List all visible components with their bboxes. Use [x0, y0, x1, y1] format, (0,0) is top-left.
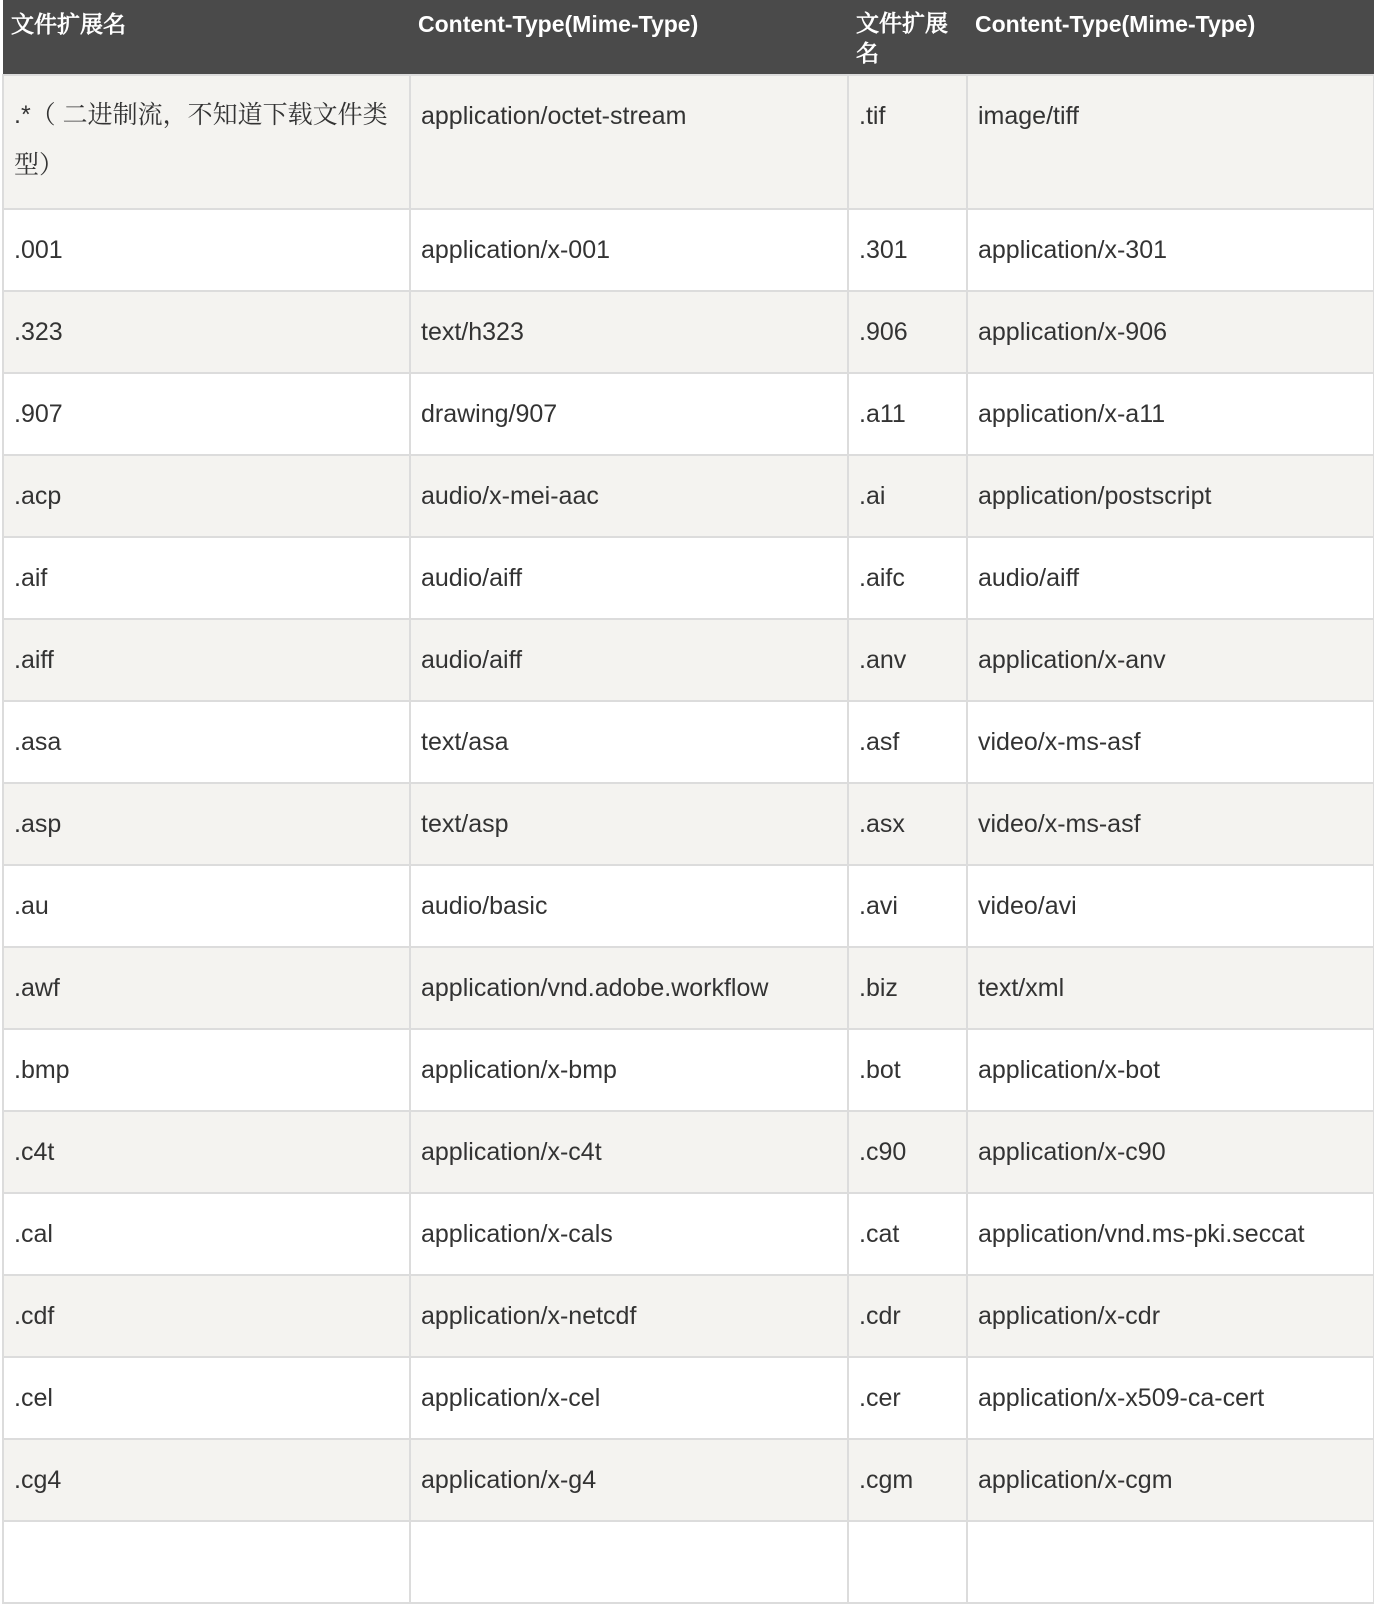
cell-extension — [848, 1521, 967, 1603]
cell-extension: .c90 — [848, 1111, 967, 1193]
cell-extension: .biz — [848, 947, 967, 1029]
cell-extension: .bot — [848, 1029, 967, 1111]
table-row — [3, 783, 1374, 865]
table-row — [3, 1193, 1374, 1275]
table-row — [3, 455, 1374, 537]
cell-content-type: application/x-anv — [967, 619, 1374, 701]
table-row — [3, 947, 1374, 1029]
cell-content-type: application/x-001 — [410, 209, 848, 291]
cell-extension: .asx — [848, 783, 967, 865]
cell-content-type: text/h323 — [410, 291, 848, 373]
cell-content-type: application/postscript — [967, 455, 1374, 537]
cell-extension: .avi — [848, 865, 967, 947]
cell-content-type: audio/aiff — [410, 537, 848, 619]
cell-content-type: application/x-bmp — [410, 1029, 848, 1111]
cell-extension: .a11 — [848, 373, 967, 455]
cell-content-type: application/x-c90 — [967, 1111, 1374, 1193]
table-row — [3, 701, 1374, 783]
cell-extension: .bmp — [3, 1029, 410, 1111]
cell-extension: .c4t — [3, 1111, 410, 1193]
table-row — [3, 209, 1374, 291]
cell-content-type: drawing/907 — [410, 373, 848, 455]
cell-content-type: application/vnd.adobe.workflow — [410, 947, 848, 1029]
cell-extension: .001 — [3, 209, 410, 291]
cell-content-type: application/x-cdr — [967, 1275, 1374, 1357]
header-extension-1: 文件扩展名 — [3, 0, 410, 75]
cell-extension: .cal — [3, 1193, 410, 1275]
cell-extension: .cgm — [848, 1439, 967, 1521]
cell-content-type: application/x-cals — [410, 1193, 848, 1275]
cell-content-type: text/asp — [410, 783, 848, 865]
cell-content-type: application/vnd.ms-pki.seccat — [967, 1193, 1374, 1275]
cell-content-type: application/x-bot — [967, 1029, 1374, 1111]
cell-extension: .907 — [3, 373, 410, 455]
cell-content-type: text/asa — [410, 701, 848, 783]
cell-extension: .asp — [3, 783, 410, 865]
cell-extension: .asf — [848, 701, 967, 783]
cell-content-type: application/x-906 — [967, 291, 1374, 373]
mime-type-table — [2, 0, 1374, 1604]
cell-extension: .awf — [3, 947, 410, 1029]
cell-extension: .*（ 二进制流，不知道下载文件类型） — [3, 75, 410, 209]
cell-content-type: application/x-cgm — [967, 1439, 1374, 1521]
cell-content-type: audio/x-mei-aac — [410, 455, 848, 537]
cell-extension: .aifc — [848, 537, 967, 619]
cell-extension: .tif — [848, 75, 967, 209]
cell-content-type: video/x-ms-asf — [967, 701, 1374, 783]
cell-content-type: audio/basic — [410, 865, 848, 947]
table-row — [3, 1275, 1374, 1357]
header-content-type-2: Content-Type(Mime-Type) — [967, 0, 1374, 75]
cell-extension: .asa — [3, 701, 410, 783]
cell-content-type: video/avi — [967, 865, 1374, 947]
cell-extension: .ai — [848, 455, 967, 537]
cell-content-type: application/x-x509-ca-cert — [967, 1357, 1374, 1439]
table-row — [3, 1111, 1374, 1193]
cell-extension: .cdr — [848, 1275, 967, 1357]
cell-extension: .aiff — [3, 619, 410, 701]
table-header — [3, 0, 1374, 75]
table-row — [3, 1357, 1374, 1439]
cell-extension: .cg4 — [3, 1439, 410, 1521]
table-row — [3, 865, 1374, 947]
cell-extension: .301 — [848, 209, 967, 291]
table-row — [3, 1029, 1374, 1111]
cell-content-type — [967, 1521, 1374, 1603]
table-row — [3, 75, 1374, 209]
header-extension-2: 文件扩展名 — [848, 0, 967, 75]
cell-content-type: text/xml — [967, 947, 1374, 1029]
cell-content-type: audio/aiff — [967, 537, 1374, 619]
table-row — [3, 537, 1374, 619]
cell-extension — [3, 1521, 410, 1603]
cell-content-type: application/x-a11 — [967, 373, 1374, 455]
cell-content-type — [410, 1521, 848, 1603]
cell-extension: .anv — [848, 619, 967, 701]
cell-extension: .cer — [848, 1357, 967, 1439]
cell-content-type: video/x-ms-asf — [967, 783, 1374, 865]
cell-extension: .cat — [848, 1193, 967, 1275]
header-row — [3, 0, 1374, 75]
table-row — [3, 1439, 1374, 1521]
table-row — [3, 1521, 1374, 1603]
cell-extension: .cdf — [3, 1275, 410, 1357]
cell-extension: .906 — [848, 291, 967, 373]
cell-extension: .323 — [3, 291, 410, 373]
cell-content-type: image/tiff — [967, 75, 1374, 209]
cell-extension: .cel — [3, 1357, 410, 1439]
cell-content-type: application/x-g4 — [410, 1439, 848, 1521]
cell-extension: .acp — [3, 455, 410, 537]
table-row — [3, 373, 1374, 455]
cell-extension: .aif — [3, 537, 410, 619]
cell-extension: .au — [3, 865, 410, 947]
table-row — [3, 619, 1374, 701]
table-body — [3, 75, 1374, 1603]
cell-content-type: application/octet-stream — [410, 75, 848, 209]
cell-content-type: application/x-c4t — [410, 1111, 848, 1193]
cell-content-type: application/x-301 — [967, 209, 1374, 291]
cell-content-type: application/x-netcdf — [410, 1275, 848, 1357]
table-row — [3, 291, 1374, 373]
cell-content-type: audio/aiff — [410, 619, 848, 701]
header-content-type-1: Content-Type(Mime-Type) — [410, 0, 848, 75]
cell-content-type: application/x-cel — [410, 1357, 848, 1439]
